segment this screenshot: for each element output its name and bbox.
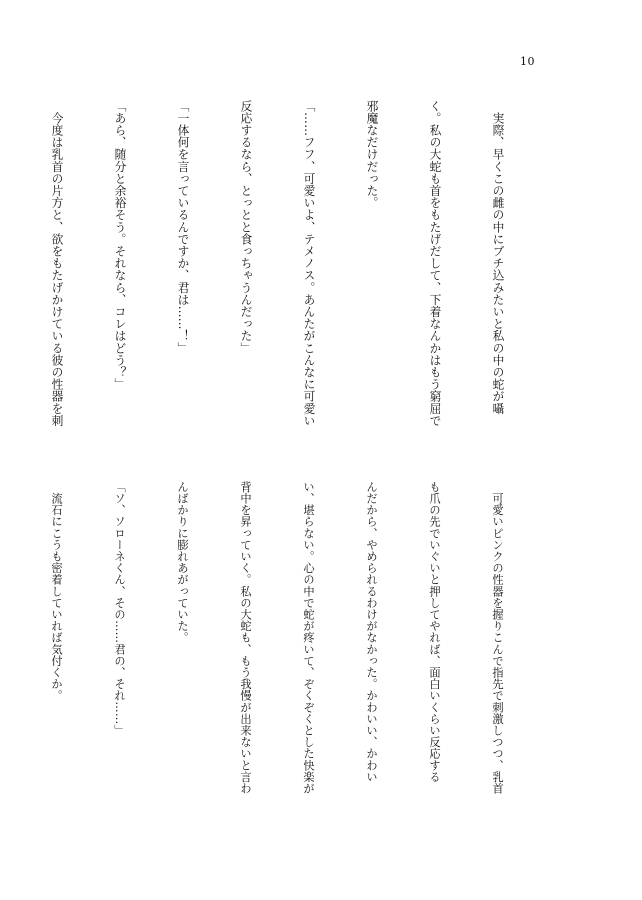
text-line: んだから、やめられるわけがなかった。かわいい、かわい	[365, 481, 378, 783]
text-line: 今度は乳首の片方と、欲をもたげかけている彼の性器を刺	[50, 100, 64, 427]
text-line: 「あら、随分と余裕そう。それなら、コレはどう？」	[113, 100, 127, 391]
text-line: 背中を昇っていく。私の大蛇も、もう我慢が出来ないと言わ	[239, 481, 252, 795]
text-line	[0, 100, 4, 430]
text-line: 反応するなら、とっとと食っちゃうんだった」	[239, 100, 253, 355]
text-line	[0, 481, 4, 811]
page-number: 10	[520, 55, 535, 68]
text-line: い、堪らない。心の中で蛇が疼いて、ぞくぞくとした快楽が	[302, 481, 315, 795]
text-line: 可愛いピンクの性器を握りこんで指先で刺激しつつ、乳首	[491, 481, 504, 795]
text-line: 「一体何を言っているんですか、君は……！」	[176, 100, 190, 355]
text-line: 流石にこうも密着していれば気付くか。	[50, 481, 63, 702]
text-line: 邪魔なだけだった。	[365, 100, 379, 209]
text-line: んばかりに膨れあがっていた。	[176, 481, 189, 644]
text-line: 「……フフ、可愛いよ、テメノス。あんたがこんなに可愛い	[302, 100, 316, 427]
top-text-block	[0, 100, 550, 430]
text-line: く。私の大蛇も首をもたげだして、下着なんかはもう窮屈で	[428, 100, 442, 427]
text-line: 実際、早くこの雌の中にブチ込みたいと私の中の蛇が囁	[491, 100, 505, 415]
bottom-text-block	[0, 481, 550, 811]
text-line: も爪の先でいぐいと押してやれば、面白いくらい反応する	[428, 481, 441, 783]
text-line: 「ソ、ソローネくん、その……君の、それ……」	[113, 481, 126, 737]
